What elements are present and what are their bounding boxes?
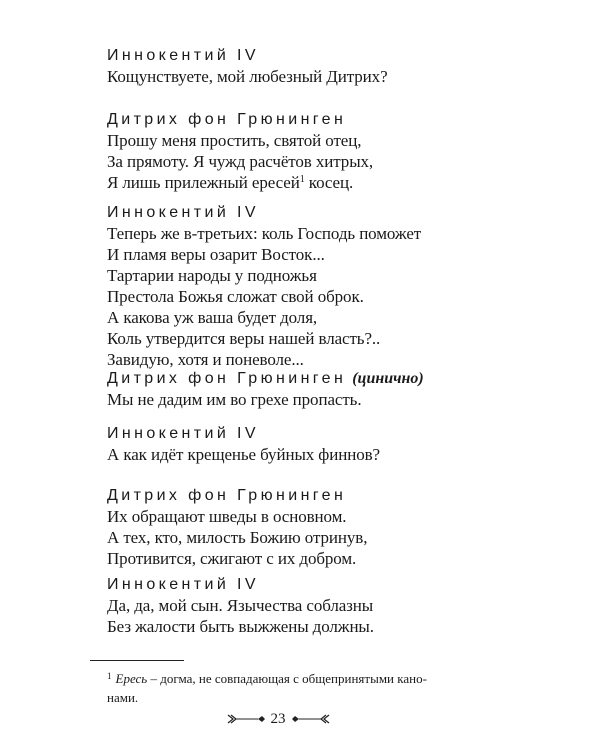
speaker-name: Дитрих фон Грюнинген [107,487,347,504]
dialogue-line: Их обращают шведы в основном. [107,507,347,526]
dialogue-line: А как идёт крещенье буйных финнов? [107,445,380,464]
dialogue-line: И пламя веры озарит Восток... [107,245,325,264]
dialogue-block [107,110,527,193]
footnote-reference[interactable]: 1 [299,174,305,185]
dialogue-block [107,486,527,569]
footnote-term: Ересь [115,671,148,686]
right-ornament-icon [292,712,330,726]
dialogue-line: А какова уж ваша будет доля, [107,308,318,327]
dialogue-block [107,46,527,87]
footnote-line [107,667,507,688]
footnote-divider [90,660,184,661]
left-ornament-icon [227,712,265,726]
dialogue-line: За прямоту. Я чужд расчётов хитрых, [107,152,374,171]
stage-direction: (цинично) [352,370,424,387]
dialogue-block [107,424,527,465]
dialogue-block [107,203,527,370]
dialogue-line: Завидую, хотя и поневоле... [107,350,304,369]
dialogue-line: Кощунствуете, мой любезный Дитрих? [107,67,388,86]
dialogue-line: Престола Божья сложат свой оброк. [107,287,364,306]
speaker-name: Иннокентий IV [107,47,259,64]
dialogue-line: Прошу меня простить, святой отец, [107,131,362,150]
dialogue-line: Я лишь прилежный ересей$^1$ косец. [107,173,354,192]
dialogue-line: Да, да, мой сын. Язычества соблазны [107,596,374,615]
footnote-text: – догма, не совпадающая с общепринятыми кано- [147,671,427,686]
footnote-mark: 1 [107,671,112,681]
dialogue-line: Противится, сжигают с их добром. [107,549,357,568]
dialogue-line: Теперь же в-третьих: коль Господь поможет [107,224,422,243]
dialogue-block [107,575,527,637]
speaker-name: Иннокентий IV [107,204,259,221]
speaker-name: Дитрих фон Грюнинген (цинично) [107,370,424,387]
page-footer [222,707,334,731]
dialogue-line: А тех, кто, милость Божию отринув, [107,528,368,547]
page-number: 23 [270,711,286,727]
dialogue-line: Без жалости быть выжжены должны. [107,617,374,636]
footnote-line: нами. [107,690,139,705]
speaker-name: Иннокентий IV [107,576,259,593]
footnote [107,667,507,707]
dialogue-line: Тартарии народы у подножья [107,266,317,285]
dialogue-line: Мы не дадим им во грехе пропасть. [107,390,362,409]
dialogue-block [107,369,527,410]
speaker-name: Дитрих фон Грюнинген [107,111,347,128]
speaker-name: Иннокентий IV [107,425,259,442]
dialogue-line: Коль утвердится веры нашей власть?.. [107,329,381,348]
